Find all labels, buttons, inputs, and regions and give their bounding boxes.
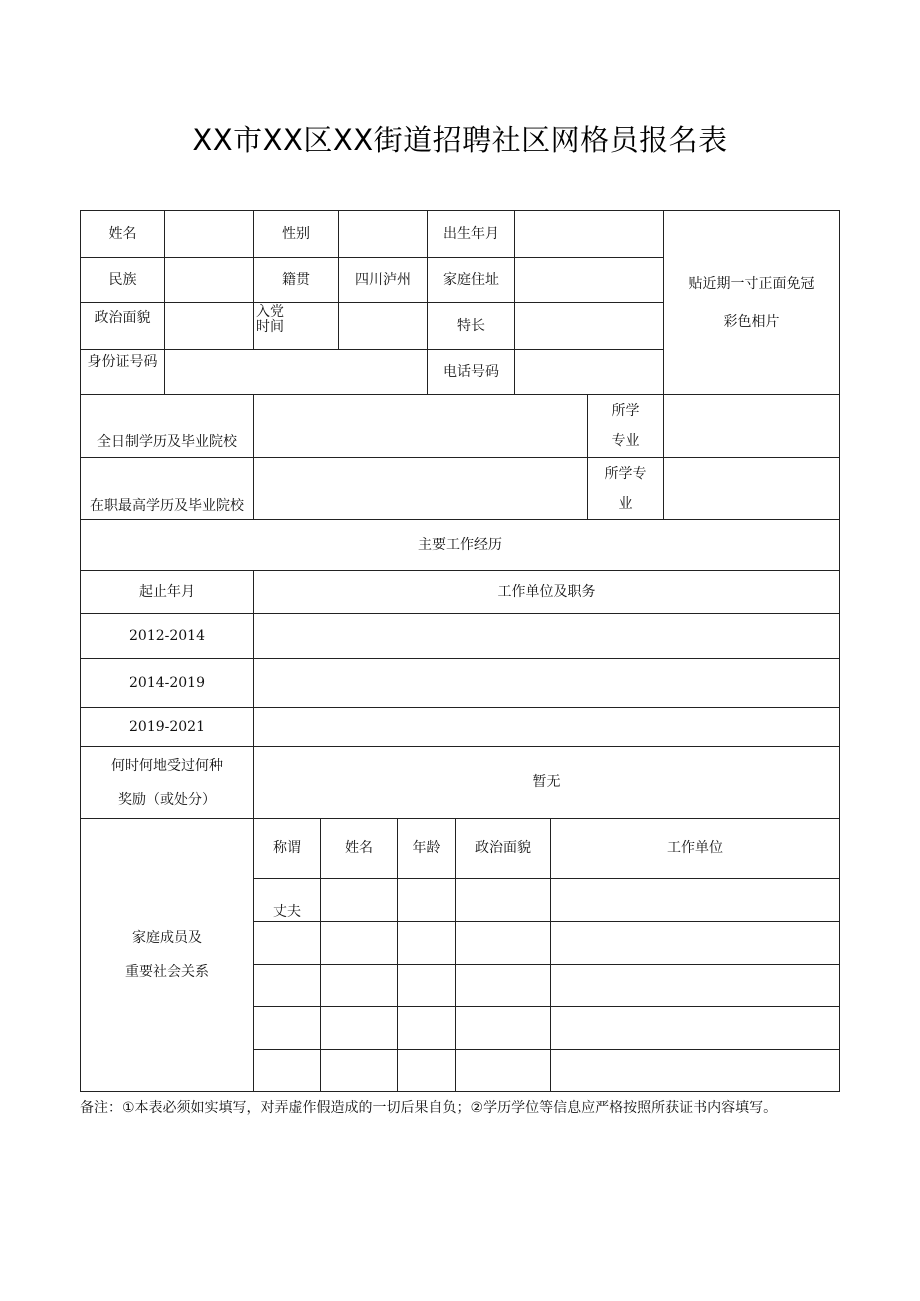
phone-field[interactable] (514, 349, 664, 395)
family-political-header: 政治面貌 (455, 818, 551, 879)
major1-label (587, 394, 664, 458)
work-history-heading: 主要工作经历 (80, 519, 840, 571)
work-unit-header: 工作单位 (550, 818, 840, 879)
family-name-cell[interactable] (320, 964, 398, 1007)
home-address-field[interactable] (514, 257, 664, 303)
native-place-label: 籍贯 (253, 257, 339, 303)
awards-label-line2: 奖励（或处分） (118, 791, 216, 808)
family-age-cell[interactable] (397, 1049, 456, 1092)
family-label-line1: 家庭成员及 (132, 930, 202, 946)
name-label: 姓名 (80, 210, 165, 258)
family-political-cell[interactable] (455, 921, 551, 965)
family-work-unit-cell[interactable] (550, 964, 840, 1007)
party-join-label (253, 302, 339, 350)
id-number-label: 身份证号码 (80, 349, 165, 395)
employer-position-header: 工作单位及职务 (253, 570, 840, 614)
name-field[interactable] (164, 210, 254, 258)
family-work-unit-cell[interactable] (550, 1049, 840, 1092)
family-relation-cell[interactable] (253, 1006, 321, 1050)
family-name-cell[interactable] (320, 1006, 398, 1050)
party-join-line2: 时间 (256, 319, 284, 336)
birth-label: 出生年月 (427, 210, 515, 258)
id-number-field[interactable] (164, 349, 428, 395)
age-header: 年龄 (397, 818, 456, 879)
ethnicity-label: 民族 (80, 257, 165, 303)
party-join-field[interactable] (338, 302, 428, 350)
specialty-field[interactable] (514, 302, 664, 350)
party-join-line1: 入党 (256, 304, 284, 320)
political-status-label: 政治面貌 (80, 302, 165, 350)
form-note: 备注：①本表必须如实填写，对弄虚作假造成的一切后果自负；②学历学位等信息应严格按照所获证书内容填写。 (80, 1100, 778, 1116)
family-political-cell[interactable] (455, 1049, 551, 1092)
family-label-line2: 重要社会关系 (125, 964, 209, 980)
inservice-edu-label: 在职最高学历及毕业院校 (80, 457, 254, 520)
gender-label: 性别 (253, 210, 339, 258)
native-place-value[interactable]: 四川泸州 (338, 257, 428, 303)
family-relation-cell[interactable] (253, 921, 321, 965)
family-name-cell[interactable] (320, 921, 398, 965)
fulltime-edu-label: 全日制学历及毕业院校 (80, 394, 254, 458)
family-work-unit-cell[interactable] (550, 921, 840, 965)
family-relation-cell[interactable] (253, 1049, 321, 1092)
family-age-cell[interactable] (397, 964, 456, 1007)
family-work-unit-cell[interactable] (550, 1006, 840, 1050)
family-age-cell[interactable] (397, 878, 456, 922)
photo-instruction-line1: 贴近期一寸正面免冠 (688, 275, 815, 292)
family-political-cell[interactable] (455, 964, 551, 1007)
family-name-cell[interactable] (320, 1049, 398, 1092)
work-employer-field[interactable] (253, 658, 840, 708)
family-work-unit-cell[interactable] (550, 878, 840, 922)
family-political-cell[interactable] (455, 878, 551, 922)
major1-field[interactable] (663, 394, 840, 458)
family-name-cell[interactable] (320, 878, 398, 922)
political-status-field[interactable] (164, 302, 254, 350)
birth-field[interactable] (514, 210, 664, 258)
major2-label-line2: 业 (618, 495, 633, 512)
photo-instruction-line2: 彩色相片 (723, 313, 780, 330)
work-period[interactable]: 2012-2014 (80, 613, 254, 659)
major2-label (587, 457, 664, 520)
awards-label-line1: 何时何地受过何种 (111, 757, 223, 774)
awards-value[interactable]: 暂无 (253, 746, 840, 819)
major1-label-line2: 专业 (611, 433, 640, 449)
home-address-label: 家庭住址 (427, 257, 515, 303)
family-name-header: 姓名 (320, 818, 398, 879)
gender-field[interactable] (338, 210, 428, 258)
family-political-cell[interactable] (455, 1006, 551, 1050)
work-period[interactable]: 2019-2021 (80, 707, 254, 747)
work-period[interactable]: 2014-2019 (80, 658, 254, 708)
inservice-edu-field[interactable] (253, 457, 588, 520)
form-title: XX市XX区XX街道招聘社区网格员报名表 (192, 123, 728, 157)
work-employer-field[interactable] (253, 613, 840, 659)
specialty-label: 特长 (427, 302, 515, 350)
major1-label-line1: 所学 (611, 403, 640, 419)
ethnicity-field[interactable] (164, 257, 254, 303)
family-age-cell[interactable] (397, 921, 456, 965)
awards-label (80, 746, 254, 819)
phone-label: 电话号码 (427, 349, 515, 395)
family-label (80, 818, 254, 1092)
family-relation-cell[interactable]: 丈夫 (253, 878, 321, 922)
major2-label-line1: 所学专 (604, 465, 647, 482)
family-relation-cell[interactable] (253, 964, 321, 1007)
period-header: 起止年月 (80, 570, 254, 614)
work-employer-field[interactable] (253, 707, 840, 747)
relation-header: 称谓 (253, 818, 321, 879)
fulltime-edu-field[interactable] (253, 394, 588, 458)
photo-box[interactable] (663, 210, 840, 395)
family-age-cell[interactable] (397, 1006, 456, 1050)
major2-field[interactable] (663, 457, 840, 520)
